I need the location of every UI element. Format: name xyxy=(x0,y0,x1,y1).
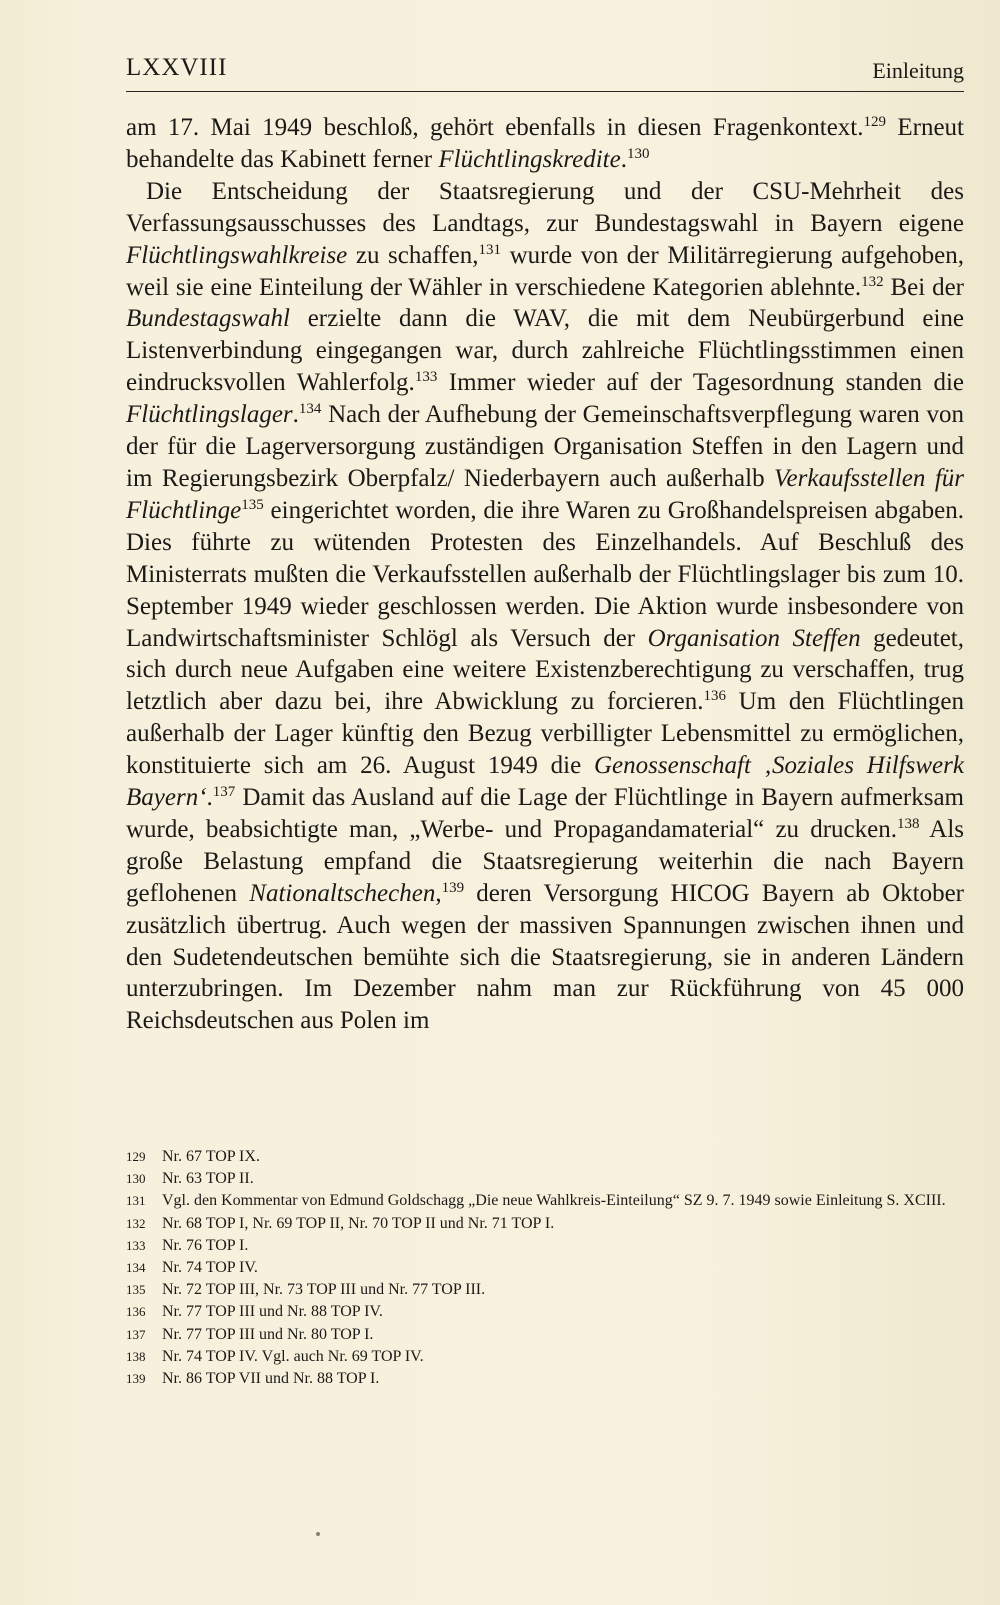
emphasis: Verkaufsstellen für Flüchtlinge xyxy=(126,464,964,524)
footnote-text: Nr. 86 TOP VII und Nr. 88 TOP I. xyxy=(162,1370,380,1388)
text-run: Immer wieder auf der Tagesordnung standen die xyxy=(437,369,964,397)
footnote-text: Nr. 76 TOP I. xyxy=(162,1236,249,1254)
footnote xyxy=(126,1346,964,1368)
footnote-text: Nr. 77 TOP III und Nr. 88 TOP IV. xyxy=(162,1303,383,1321)
footnote xyxy=(126,1213,964,1235)
footnote-text: Nr. 67 TOP IX. xyxy=(162,1148,260,1165)
text-run: Die Entscheidung der Staatsregierung und der CSU-Mehrheit des Verfassungsausschusses des Landtags, zur Bundestagswahl in Bayern eigene xyxy=(126,177,964,237)
text-run: erzielte dann die WAV, die mit dem Neubürgerbund eine Listenverbindung eingegangen war, durch zahlreiche Flüchtlingsstimmen einen eindrucksvollen Wahlerfolg. xyxy=(126,305,964,397)
emphasis: Bundestagswahl xyxy=(126,305,290,333)
text-run: . xyxy=(206,784,213,812)
text-run: Um den Flüchtlingen außerhalb der Lager künftig den Bezug verbilligter Lebensmittel zu ermöglichen, konstituierte sich am 26. August 1949 die xyxy=(126,688,964,780)
main-text xyxy=(126,112,964,1037)
footnote-number: 134 xyxy=(126,1260,146,1276)
footnote-ref: 134 xyxy=(298,401,322,418)
page-number: LXXVIII xyxy=(126,54,228,81)
footnote-ref: 129 xyxy=(863,114,886,130)
running-title: Einleitung xyxy=(872,58,964,83)
footnote xyxy=(126,1368,964,1390)
footnote-number: 139 xyxy=(126,1371,146,1387)
footnote-text: Nr. 77 TOP III und Nr. 80 TOP I. xyxy=(162,1325,374,1343)
text-run: , xyxy=(435,879,442,907)
text-run: Nach der Aufhebung der Gemeinschaftsverpflegung waren von der für die Lagerversorgung zuständigen Organisation Steffen in den Lagern und im Regierungsbezirk Oberpfalz/ Niederbayern auch außerhalb xyxy=(126,401,964,492)
footnote-number: 135 xyxy=(126,1282,146,1298)
footnote-ref: 133 xyxy=(414,369,438,386)
footnote-number: 129 xyxy=(126,1149,146,1164)
emphasis: Nationaltschechen xyxy=(249,879,436,907)
paragraph xyxy=(126,112,964,176)
text-run: wurde von der Militärregierung aufgehoben, weil sie eine Einteilung der Wähler in verschiedene Kategorien ablehnte. xyxy=(126,241,965,301)
paragraph xyxy=(126,176,964,1037)
text-run: Als große Belastung empfand die Staatsregierung weiterhin die nach Bayern geflohenen xyxy=(126,815,964,907)
footnote-number: 130 xyxy=(126,1171,146,1187)
footnote-number: 133 xyxy=(126,1237,146,1253)
footnote xyxy=(126,1324,964,1346)
footnote xyxy=(126,1301,964,1323)
footnote-ref: 137 xyxy=(212,784,236,801)
text-run: . xyxy=(620,145,627,173)
emphasis: Genossenschaft ‚Soziales Hilfswerk Bayern‘ xyxy=(126,752,964,812)
footnote xyxy=(126,1235,964,1257)
emphasis: Flüchtlingslager xyxy=(126,401,293,429)
footnote-number: 132 xyxy=(126,1215,146,1231)
footnote-ref: 131 xyxy=(478,241,502,258)
footnote-text: Nr. 74 TOP IV. xyxy=(162,1259,258,1277)
footnotes xyxy=(126,1146,964,1390)
footnote xyxy=(126,1257,964,1279)
footnote-number: 136 xyxy=(126,1304,146,1320)
footnote-ref: 138 xyxy=(896,815,920,832)
header-rule xyxy=(126,91,964,92)
text-run: . xyxy=(292,401,299,429)
footnote-number: 137 xyxy=(126,1326,146,1342)
emphasis: Flüchtlingswahlkreise xyxy=(126,241,348,269)
text-run: eingerichtet worden, die ihre Waren zu Großhandelspreisen abgaben. Dies führte zu wütenden Protesten des Einzelhandels. Auf Beschluß des Ministerrats mußten die Verkaufsstellen außerhalb der Flüchtlingslager bis zum 10. September 1949 wieder geschlossen werden. Die Aktion wurde insbesondere von Landwirtschaftsminister Schlögl als Versuch der xyxy=(126,496,964,652)
text-run: zu schaffen, xyxy=(347,241,479,269)
footnote-ref: 132 xyxy=(861,273,884,290)
footnote-ref: 139 xyxy=(441,879,465,896)
footnote xyxy=(126,1279,964,1301)
footnote-text: Vgl. den Kommentar von Edmund Goldschagg „Die neue Wahlkreis-Einteilung“ SZ 9. 7. 1949 sowie Einleitung S. XCIII. xyxy=(162,1192,946,1210)
footnote xyxy=(126,1168,964,1190)
footnote-text: Nr. 68 TOP I, Nr. 69 TOP II, Nr. 70 TOP II und Nr. 71 TOP I. xyxy=(162,1214,555,1232)
footnote-ref: 136 xyxy=(703,688,726,705)
paper-speck xyxy=(316,1532,320,1536)
footnote-number: 131 xyxy=(126,1193,146,1209)
text-run: Damit das Ausland auf die Lage der Flüchtlinge in Bayern aufmerksam wurde, beabsichtigte man, „Werbe- und Propagandamaterial“ zu drucken. xyxy=(126,784,964,843)
footnote-ref: 135 xyxy=(241,496,264,513)
footnote-number: 138 xyxy=(126,1348,146,1364)
page-header xyxy=(126,54,964,94)
text-run: Erneut behandelte das Kabinett ferner xyxy=(126,114,964,173)
footnote-ref: 130 xyxy=(626,145,650,162)
emphasis: Organisation Steffen xyxy=(647,624,861,652)
text-run: deren Versorgung HICOG Bayern ab Oktober zusätzlich übertrug. Auch wegen der massiven Spannungen zwischen ihnen und den Sudetendeutschen bemühte sich die Staatsregierung, sie in anderen Ländern unterzubringen. Im Dezember nahm man zur Rückführung von 45 000 Reichsdeutschen aus Polen im xyxy=(126,879,965,1035)
footnote-text: Nr. 74 TOP IV. Vgl. auch Nr. 69 TOP IV. xyxy=(162,1347,424,1365)
footnote xyxy=(126,1190,964,1212)
emphasis: Flüchtlingskredite xyxy=(438,145,621,173)
text-run: am 17. Mai 1949 beschloß, gehört ebenfalls in diesen Fragenkontext. xyxy=(126,114,864,141)
footnote xyxy=(126,1146,964,1168)
footnote-text: Nr. 63 TOP II. xyxy=(162,1170,254,1188)
footnote-text: Nr. 72 TOP III, Nr. 73 TOP III und Nr. 77 TOP III. xyxy=(162,1281,486,1299)
text-run: Bei der xyxy=(883,273,964,301)
text-run: gedeutet, sich durch neue Aufgaben eine weitere Existenzberechtigung zu verschaffen, trug letztlich aber dazu bei, ihre Abwicklung zu forcieren. xyxy=(126,624,965,716)
